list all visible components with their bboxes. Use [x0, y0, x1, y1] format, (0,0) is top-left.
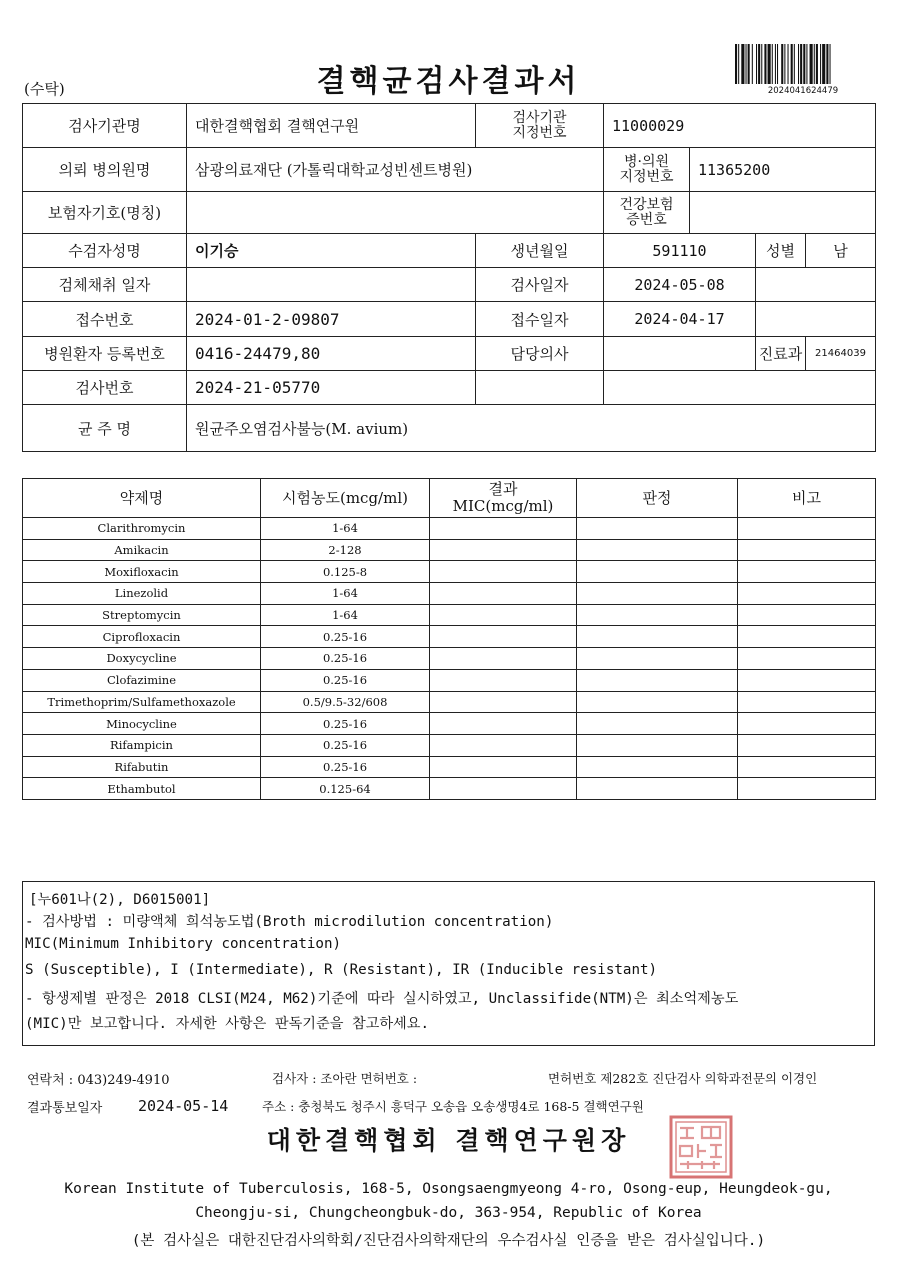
tester: 검사자 : 조아란 면허번호 : — [272, 1071, 418, 1086]
judgment-cell — [577, 648, 738, 670]
judgment-cell — [577, 734, 738, 756]
requester-label: 의뢰 병의원명 — [23, 148, 187, 192]
test-range-cell: 0.25-16 — [261, 756, 430, 778]
certification-note: (본 검사실은 대한진단검사의학회/진단검사의학재단의 우수검사실 인증을 받은 검사실입니다.) — [131, 1233, 766, 1249]
judgment-cell — [577, 691, 738, 713]
table-row — [23, 778, 876, 800]
clinic-code-label: 병·의원 지정번호 — [604, 148, 690, 192]
organism-label: 균 주 명 — [23, 405, 187, 452]
mic-result-cell — [430, 734, 577, 756]
test-range-cell: 0.125-64 — [261, 778, 430, 800]
organism-value: 원균주오염검사불능(M. avium) — [187, 405, 876, 452]
license-info: 면허번호 제282호 진단검사 의학과전문의 이경인 — [548, 1071, 818, 1086]
dept-value: 21464039 — [806, 337, 876, 371]
table-row — [23, 756, 876, 778]
lab-code-value: 11000029 — [604, 104, 876, 148]
remarks-cell — [738, 561, 876, 583]
remarks-cell — [738, 669, 876, 691]
note-mic: MIC(Minimum Inhibitory concentration) — [25, 936, 342, 952]
remarks-cell — [738, 626, 876, 648]
exam-no-label: 검사번호 — [23, 371, 187, 405]
remarks-cell — [738, 604, 876, 626]
remarks-cell — [738, 734, 876, 756]
health-insurance-value — [690, 192, 876, 234]
official-seal-icon — [668, 1114, 734, 1180]
judgment-cell — [577, 713, 738, 735]
table-row — [23, 669, 876, 691]
test-range-cell: 1-64 — [261, 583, 430, 605]
remarks-cell — [738, 583, 876, 605]
remarks-cell — [738, 691, 876, 713]
dob-label: 생년월일 — [476, 234, 604, 268]
institute-name: 대한결핵협회 결핵연구원장 — [266, 1126, 631, 1155]
drug-name-cell: Minocycline — [23, 713, 261, 735]
mic-result-cell — [430, 778, 577, 800]
receipt-date-label: 접수일자 — [476, 302, 604, 337]
doctor-value — [604, 337, 756, 371]
judgment-cell — [577, 626, 738, 648]
exam-no-value: 2024-21-05770 — [187, 371, 476, 405]
header-result: 결과 MIC(mcg/ml) — [430, 479, 577, 518]
judgment-cell — [577, 756, 738, 778]
doctor-label: 담당의사 — [476, 337, 604, 371]
drug-name-cell: Ciprofloxacin — [23, 626, 261, 648]
contact: 연락처 : 043)249-4910 — [27, 1073, 170, 1088]
drug-name-cell: Amikacin — [23, 539, 261, 561]
receipt-no-label: 접수번호 — [23, 302, 187, 337]
drug-name-cell: Rifampicin — [23, 734, 261, 756]
dob-value: 591110 — [604, 234, 756, 268]
judgment-cell — [577, 561, 738, 583]
drug-name-cell: Doxycycline — [23, 648, 261, 670]
barcode-number: 2024041624479 — [767, 86, 839, 96]
judgment-cell — [577, 539, 738, 561]
judgment-cell — [577, 583, 738, 605]
hospital-reg-label: 병원환자 등록번호 — [23, 337, 187, 371]
requester-value: 삼광의료재단 (가톨릭대학교성빈센트병원) — [187, 148, 604, 192]
drug-name-cell: Moxifloxacin — [23, 561, 261, 583]
sex-label: 성별 — [756, 234, 806, 268]
judgment-cell — [577, 778, 738, 800]
mic-result-cell — [430, 669, 577, 691]
drug-name-cell: Ethambutol — [23, 778, 261, 800]
drug-name-cell: Clarithromycin — [23, 518, 261, 540]
health-insurance-label: 건강보험 증번호 — [604, 192, 690, 234]
remarks-cell — [738, 756, 876, 778]
table-row — [23, 734, 876, 756]
header-judgment: 판정 — [577, 479, 738, 518]
table-row — [23, 691, 876, 713]
remarks-cell — [738, 518, 876, 540]
collection-date-value — [187, 268, 476, 302]
mic-result-cell — [430, 518, 577, 540]
drug-name-cell: Linezolid — [23, 583, 261, 605]
lab-name-value: 대한결핵협회 결핵연구원 — [187, 104, 476, 148]
insured-value — [187, 192, 604, 234]
insured-label: 보험자기호(명칭) — [23, 192, 187, 234]
receipt-date-blank — [756, 302, 876, 337]
judgment-cell — [577, 604, 738, 626]
header-remarks: 비고 — [738, 479, 876, 518]
test-date-value: 2024-05-08 — [604, 268, 756, 302]
receipt-no-value: 2024-01-2-09807 — [187, 302, 476, 337]
test-range-cell: 0.25-16 — [261, 669, 430, 691]
patient-info-table — [22, 103, 876, 452]
table-row — [23, 604, 876, 626]
remarks-cell — [738, 713, 876, 735]
lab-code-label: 검사기관 지정번호 — [476, 104, 604, 148]
mic-result-cell — [430, 626, 577, 648]
test-range-cell: 2-128 — [261, 539, 430, 561]
note-code: [누601나(2), D6015001] — [29, 892, 211, 908]
note-criteria: - 항생제별 판정은 2018 CLSI(M24, M62)기준에 따라 실시하였고, Unclassifide(NTM)은 최소억제농도 — [25, 991, 739, 1007]
note-method: - 검사방법 : 미량액체 희석농도법(Broth microdilution concentration) — [25, 914, 554, 930]
table-row — [23, 583, 876, 605]
collection-date-label: 검체채취 일자 — [23, 268, 187, 302]
remarks-cell — [738, 648, 876, 670]
test-range-cell: 0.125-8 — [261, 561, 430, 583]
english-address-line-1: Korean Institute of Tuberculosis, 168-5, Osongsaengmyeong 4-ro, Osong-eup, Heungdeok-gu, — [64, 1181, 833, 1197]
dept-label: 진료과 — [756, 337, 806, 371]
lab-name-label: 검사기관명 — [23, 104, 187, 148]
mic-result-cell — [430, 561, 577, 583]
drug-name-cell: Clofazimine — [23, 669, 261, 691]
table-row — [23, 539, 876, 561]
drug-name-cell: Streptomycin — [23, 604, 261, 626]
hospital-reg-value: 0416-24479,80 — [187, 337, 476, 371]
table-row — [23, 626, 876, 648]
mic-result-cell — [430, 539, 577, 561]
sex-value: 남 — [806, 234, 876, 268]
mic-result-cell — [430, 756, 577, 778]
test-date-label: 검사일자 — [476, 268, 604, 302]
test-range-cell: 0.25-16 — [261, 626, 430, 648]
clinic-code-value: 11365200 — [690, 148, 876, 192]
judgment-cell — [577, 669, 738, 691]
copy-label: (수탁) — [24, 80, 65, 98]
notice-date-label: 결과통보일자 — [27, 1101, 103, 1116]
drug-susceptibility-table — [22, 478, 876, 800]
notes-box — [22, 881, 875, 1046]
test-range-cell: 1-64 — [261, 518, 430, 540]
judgment-cell — [577, 518, 738, 540]
test-range-cell: 0.5/9.5-32/608 — [261, 691, 430, 713]
note-reference: (MIC)만 보고합니다. 자세한 사항은 판독기준을 참고하세요. — [25, 1016, 430, 1032]
document-title: 결핵균검사결과서 — [316, 64, 581, 99]
test-range-cell: 1-64 — [261, 604, 430, 626]
mic-result-cell — [430, 583, 577, 605]
receipt-date-value: 2024-04-17 — [604, 302, 756, 337]
drug-table-body — [23, 518, 876, 800]
patient-name-label: 수검자성명 — [23, 234, 187, 268]
remarks-cell — [738, 539, 876, 561]
remarks-cell — [738, 778, 876, 800]
table-row — [23, 561, 876, 583]
table-row — [23, 648, 876, 670]
note-legend: S (Susceptible), I (Intermediate), R (Resistant), IR (Inducible resistant) — [25, 962, 658, 978]
test-range-cell: 0.25-16 — [261, 648, 430, 670]
exam-no-blank-1 — [476, 371, 604, 405]
header-range: 시험농도(mcg/ml) — [261, 479, 430, 518]
mic-result-cell — [430, 604, 577, 626]
table-row — [23, 518, 876, 540]
notice-date-value: 2024-05-14 — [138, 1097, 229, 1115]
drug-name-cell: Trimethoprim/Sulfamethoxazole — [23, 691, 261, 713]
table-row — [23, 713, 876, 735]
address: 주소 : 충청북도 청주시 흥덕구 오송읍 오송생명4로 168-5 결핵연구원 — [262, 1099, 644, 1114]
mic-result-cell — [430, 648, 577, 670]
test-date-blank — [756, 268, 876, 302]
exam-no-blank-2 — [604, 371, 876, 405]
drug-name-cell: Rifabutin — [23, 756, 261, 778]
mic-result-cell — [430, 691, 577, 713]
barcode — [734, 44, 872, 88]
english-address-line-2: Cheongju-si, Chungcheongbuk-do, 363-954, Republic of Korea — [195, 1205, 702, 1221]
mic-result-cell — [430, 713, 577, 735]
test-range-cell: 0.25-16 — [261, 734, 430, 756]
test-range-cell: 0.25-16 — [261, 713, 430, 735]
patient-name-value: 이기승 — [187, 234, 476, 268]
header-drug: 약제명 — [23, 479, 261, 518]
